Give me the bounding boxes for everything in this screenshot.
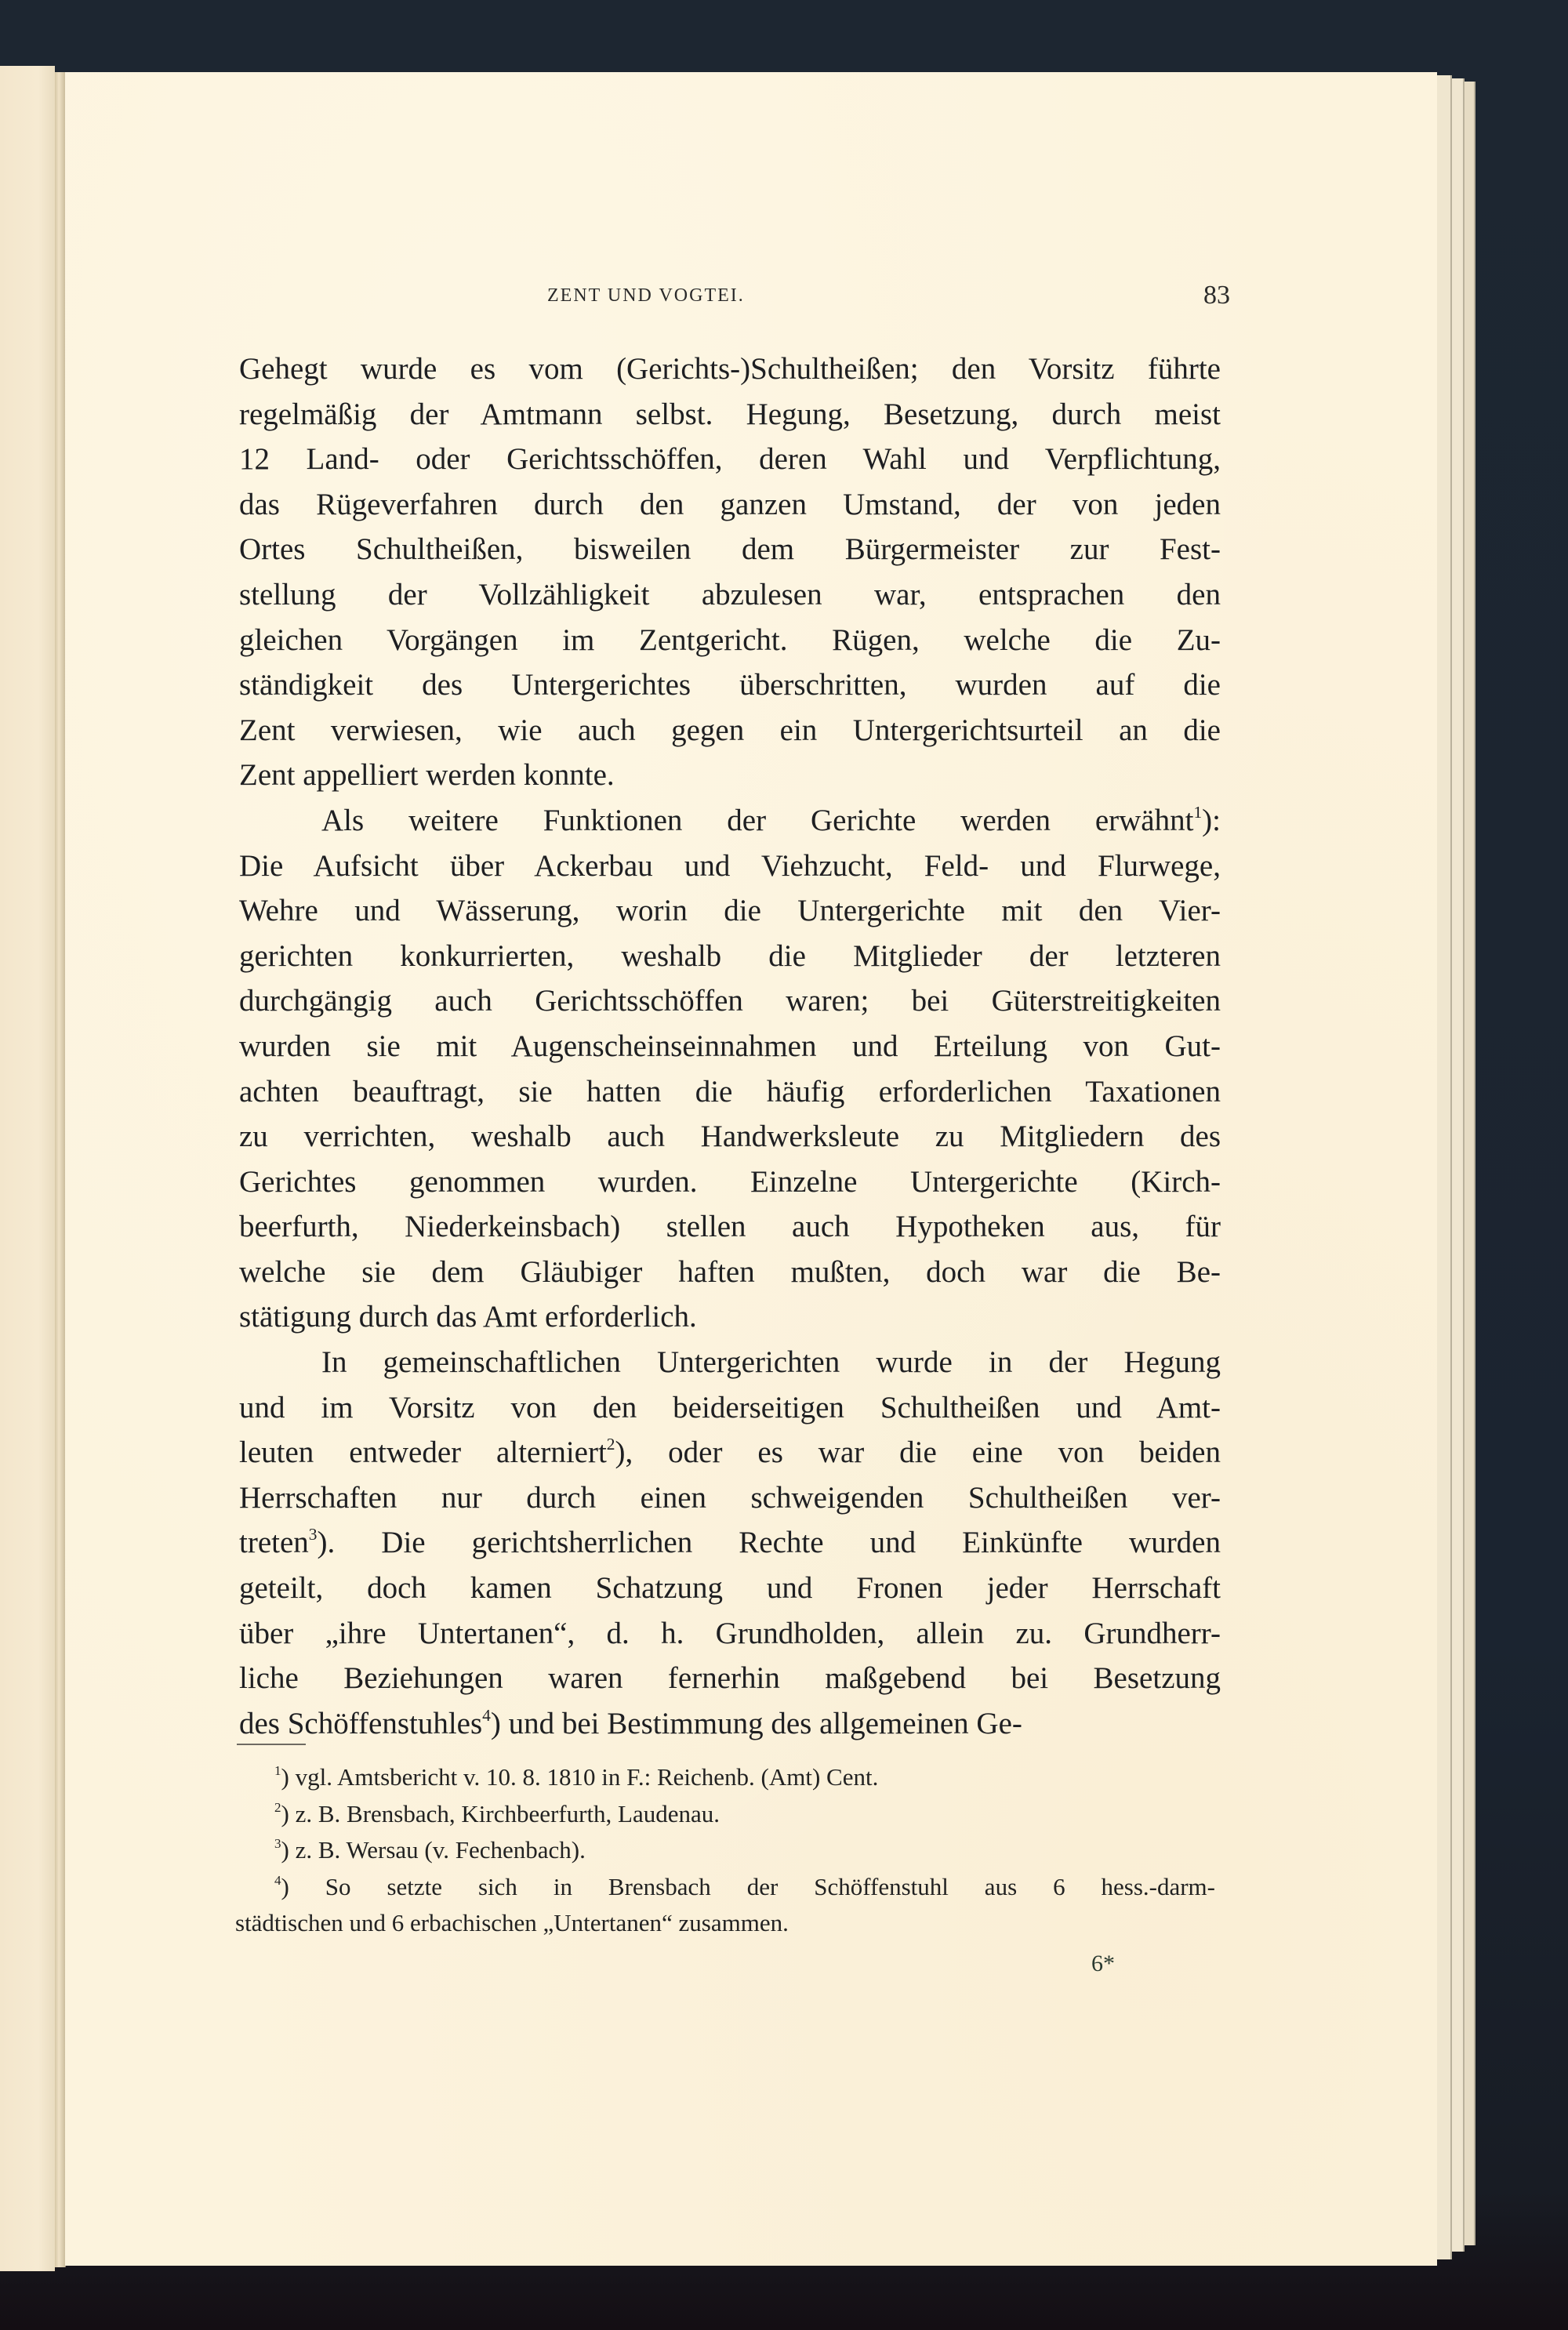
line-text: leuten entweder alterniert	[239, 1435, 607, 1470]
text-line	[239, 1069, 1221, 1115]
line-text: Ortes Schultheißen, bisweilen dem Bürgermeister zur Fest-	[239, 532, 1221, 567]
text-line	[239, 1204, 1221, 1250]
footnote	[235, 1869, 1215, 1906]
running-head	[0, 281, 1568, 312]
footnote-number: 3	[274, 1836, 281, 1852]
text-line	[239, 1475, 1221, 1521]
line-text: treten	[239, 1526, 309, 1560]
line-text: und im Vorsitz von den beiderseitigen Schultheißen und Amt-	[239, 1390, 1221, 1424]
text-line	[239, 1340, 1221, 1385]
line-text: beerfurth, Niederkeinsbach) stellen auch Hypotheken aus, für	[239, 1210, 1221, 1244]
line-text: Gehegt wurde es vom (Gerichts-)Schultheißen; den Vorsitz führte	[239, 352, 1221, 386]
line-text: ). Die gerichtsherrlichen Rechte und Einkünfte wurden	[317, 1526, 1221, 1560]
line-text: wurden sie mit Augenscheinseinnahmen und Erteilung von Gut-	[239, 1029, 1221, 1063]
line-text: ) und bei Bestimmung des allgemeinen Ge-	[490, 1706, 1022, 1740]
text-line	[239, 662, 1221, 708]
footnote-divider	[237, 1744, 306, 1745]
footnote	[235, 1759, 1215, 1796]
text-line	[239, 934, 1221, 979]
text-line	[239, 392, 1221, 437]
text-line	[239, 618, 1221, 663]
footnote-reference[interactable]: 2	[606, 1435, 615, 1454]
text-line	[239, 1294, 1221, 1340]
footnote-text: ) z. B. Brensbach, Kirchbeerfurth, Laudenau.	[281, 1799, 720, 1827]
line-text: durchgängig auch Gerichtsschöffen waren; bei Güterstreitigkeiten	[239, 984, 1221, 1018]
line-text: über „ihre Untertanen“, d. h. Grundholden, allein zu. Grundherr-	[239, 1616, 1221, 1650]
line-text: Als weitere Funktionen der Gerichte werden erwähnt	[321, 803, 1194, 837]
line-text: ):	[1202, 803, 1221, 837]
line-text: 12 Land- oder Gerichtsschöffen, deren Wahl und Verpflichtung,	[239, 442, 1221, 477]
text-line	[239, 572, 1221, 618]
footnotes	[235, 1759, 1215, 1942]
text-line	[239, 1566, 1221, 1611]
footnote	[235, 1905, 1215, 1942]
line-text: Zent verwiesen, wie auch gegen ein Untergerichtsurteil an die	[239, 713, 1221, 747]
footnote-reference[interactable]: 4	[482, 1705, 491, 1725]
body-text	[239, 347, 1221, 1746]
text-line	[239, 527, 1221, 572]
text-line	[239, 798, 1221, 844]
text-line	[239, 1250, 1221, 1295]
footnote-reference[interactable]: 1	[1193, 802, 1203, 822]
footnote	[235, 1796, 1215, 1833]
text-line	[239, 437, 1221, 482]
text-line	[239, 753, 1221, 798]
line-text: gleichen Vorgängen im Zentgericht. Rügen, welche die Zu-	[239, 622, 1221, 657]
line-text: regelmäßig der Amtmann selbst. Hegung, Besetzung, durch meist	[239, 397, 1221, 431]
footnote-text: ) So setzte sich in Brensbach der Schöffenstuhl aus 6 hess.-darm-	[281, 1872, 1215, 1900]
footnote-text: ) z. B. Wersau (v. Fechenbach).	[281, 1836, 586, 1864]
book-gutter	[55, 72, 66, 2267]
text-line	[239, 1611, 1221, 1657]
line-text: stätigung durch das Amt erforderlich.	[239, 1300, 697, 1334]
text-line	[239, 844, 1221, 889]
text-line	[239, 1520, 1221, 1566]
page-number: 83	[1203, 281, 1230, 310]
line-text: Die Aufsicht über Ackerbau und Viehzucht, Feld- und Flurwege,	[239, 848, 1221, 883]
line-text: des Schöffenstuhles	[239, 1706, 483, 1740]
facing-page-edge	[0, 66, 55, 2271]
text-line	[239, 1385, 1221, 1431]
page-stack-edge	[1435, 75, 1452, 2259]
footnote-text: städtischen und 6 erbachischen „Untertanen“ zusammen.	[235, 1909, 789, 1936]
footnote	[235, 1832, 1215, 1869]
signature-mark: 6*	[1091, 1951, 1115, 1976]
text-line	[239, 1430, 1221, 1475]
footnote-reference[interactable]: 3	[308, 1525, 318, 1544]
footnote-number: 4	[274, 1872, 281, 1888]
line-text: ständigkeit des Untergerichtes überschritten, wurden auf die	[239, 668, 1221, 702]
text-line	[239, 482, 1221, 528]
footnote-number: 2	[274, 1799, 281, 1815]
text-line	[239, 708, 1221, 753]
text-line	[239, 347, 1221, 392]
text-line	[239, 888, 1221, 934]
line-text: Wehre und Wässerung, worin die Untergerichte mit den Vier-	[239, 894, 1221, 928]
line-text: liche Beziehungen waren fernerhin maßgebend bei Besetzung	[239, 1661, 1221, 1696]
line-text: welche sie dem Gläubiger haften mußten, doch war die Be-	[239, 1254, 1221, 1289]
text-line	[239, 1701, 1221, 1747]
line-text: ), oder es war die eine von beiden	[615, 1435, 1221, 1470]
text-line	[239, 1024, 1221, 1069]
text-line	[239, 1114, 1221, 1160]
line-text: Zent appelliert werden konnte.	[239, 758, 615, 793]
line-text: In gemeinschaftlichen Untergerichten wurde in der Hegung	[321, 1345, 1221, 1380]
footnote-number: 1	[274, 1763, 281, 1779]
footnote-text: ) vgl. Amtsbericht v. 10. 8. 1810 in F.: Reichenb. (Amt) Cent.	[281, 1763, 879, 1791]
line-text: Herrschaften nur durch einen schweigenden Schultheißen ver-	[239, 1480, 1221, 1515]
running-title: ZENT UND VOGTEI.	[547, 285, 745, 306]
text-line	[239, 1656, 1221, 1701]
line-text: geteilt, doch kamen Schatzung und Fronen jeder Herrschaft	[239, 1571, 1221, 1606]
line-text: Gerichtes genommen wurden. Einzelne Untergerichte (Kirch-	[239, 1164, 1221, 1199]
text-line	[239, 978, 1221, 1024]
line-text: gerichten konkurrierten, weshalb die Mitglieder der letzteren	[239, 938, 1221, 973]
line-text: das Rügeverfahren durch den ganzen Umstand, der von jeden	[239, 487, 1221, 521]
line-text: stellung der Vollzähligkeit abzulesen war, entsprachen den	[239, 577, 1221, 612]
line-text: zu verrichten, weshalb auch Handwerksleute zu Mitgliedern des	[239, 1120, 1221, 1154]
text-line	[239, 1160, 1221, 1205]
line-text: achten beauftragt, sie hatten die häufig erforderlichen Taxationen	[239, 1074, 1221, 1109]
